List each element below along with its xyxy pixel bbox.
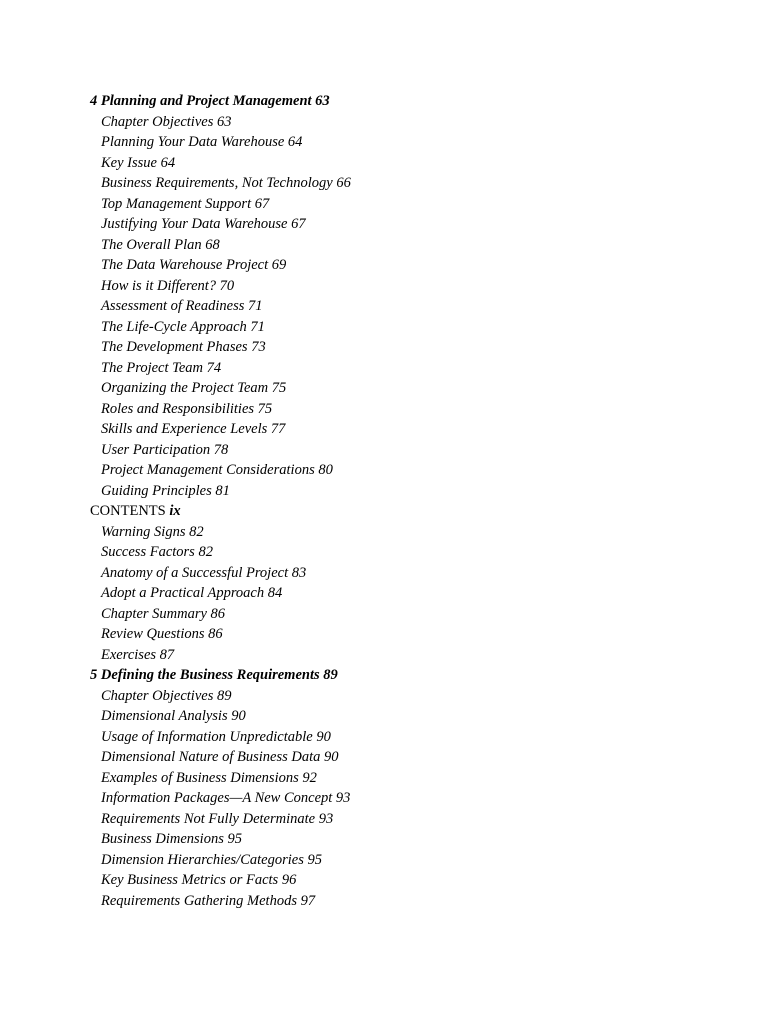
chapter-5-entries <box>90 686 730 912</box>
toc-entry: Justifying Your Data Warehouse 67 <box>101 216 306 232</box>
toc-entry: Requirements Gathering Methods 97 <box>101 892 316 909</box>
toc-entry: The Data Warehouse Project 69 <box>101 257 287 273</box>
toc-entry: The Life-Cycle Approach 71 <box>101 318 265 335</box>
chapter-4-entries-continued <box>90 522 730 666</box>
toc-entry: Organizing the Project Team 75 <box>101 380 287 396</box>
running-head-label: CONTENTS <box>90 503 166 519</box>
toc-entry: Review Questions 86 <box>101 626 223 642</box>
toc-entry: Requirements Not Fully Determinate 93 <box>101 810 334 827</box>
running-head-page-number: ix <box>169 503 181 519</box>
toc-entry: Usage of Information Unpredictable 90 <box>101 728 331 745</box>
running-head <box>90 501 730 522</box>
toc-entry: Information Packages—A New Concept 93 <box>101 790 351 806</box>
toc-entry: Skills and Experience Levels 77 <box>101 421 286 437</box>
toc-entry: Dimensional Nature of Business Data 90 <box>101 749 339 765</box>
toc-entry: Warning Signs 82 <box>101 523 204 540</box>
toc-entry: How is it Different? 70 <box>101 277 235 294</box>
toc-entry: Top Management Support 67 <box>101 195 270 212</box>
toc-entry: The Development Phases 73 <box>101 339 266 355</box>
toc-entry: Adopt a Practical Approach 84 <box>101 585 283 601</box>
toc-entry: The Project Team 74 <box>101 359 222 376</box>
toc-entry: Chapter Summary 86 <box>101 605 226 622</box>
toc-entry: Chapter Objectives 63 <box>101 113 232 130</box>
toc-entry: Success Factors 82 <box>101 544 213 560</box>
toc-entry: Anatomy of a Successful Project 83 <box>101 564 307 581</box>
toc-entry: Exercises 87 <box>101 646 175 663</box>
toc-entry: Key Issue 64 <box>101 154 176 171</box>
chapter-4-heading: 4 Planning and Project Management 63 <box>90 93 330 109</box>
toc-entry: Planning Your Data Warehouse 64 <box>101 134 303 150</box>
toc-entry: Guiding Principles 81 <box>101 482 230 499</box>
chapter-5-heading: 5 Defining the Business Requirements 89 <box>90 667 338 683</box>
toc-entry: Project Management Considerations 80 <box>101 462 333 478</box>
toc-entry: User Participation 78 <box>101 441 229 458</box>
toc-entry: Assessment of Readiness 71 <box>101 298 263 314</box>
toc-entry: Examples of Business Dimensions 92 <box>101 769 317 786</box>
chapter-4-entries <box>90 112 730 502</box>
toc-entry: Roles and Responsibilities 75 <box>101 400 273 417</box>
toc-entry: The Overall Plan 68 <box>101 236 220 253</box>
toc-entry: Business Requirements, Not Technology 66 <box>101 175 351 191</box>
toc-entry: Dimensional Analysis 90 <box>101 708 246 724</box>
toc-entry: Key Business Metrics or Facts 96 <box>101 872 297 888</box>
table-of-contents <box>90 91 730 911</box>
toc-entry: Dimension Hierarchies/Categories 95 <box>101 851 322 868</box>
toc-entry: Business Dimensions 95 <box>101 831 242 847</box>
toc-entry: Chapter Objectives 89 <box>101 687 232 704</box>
